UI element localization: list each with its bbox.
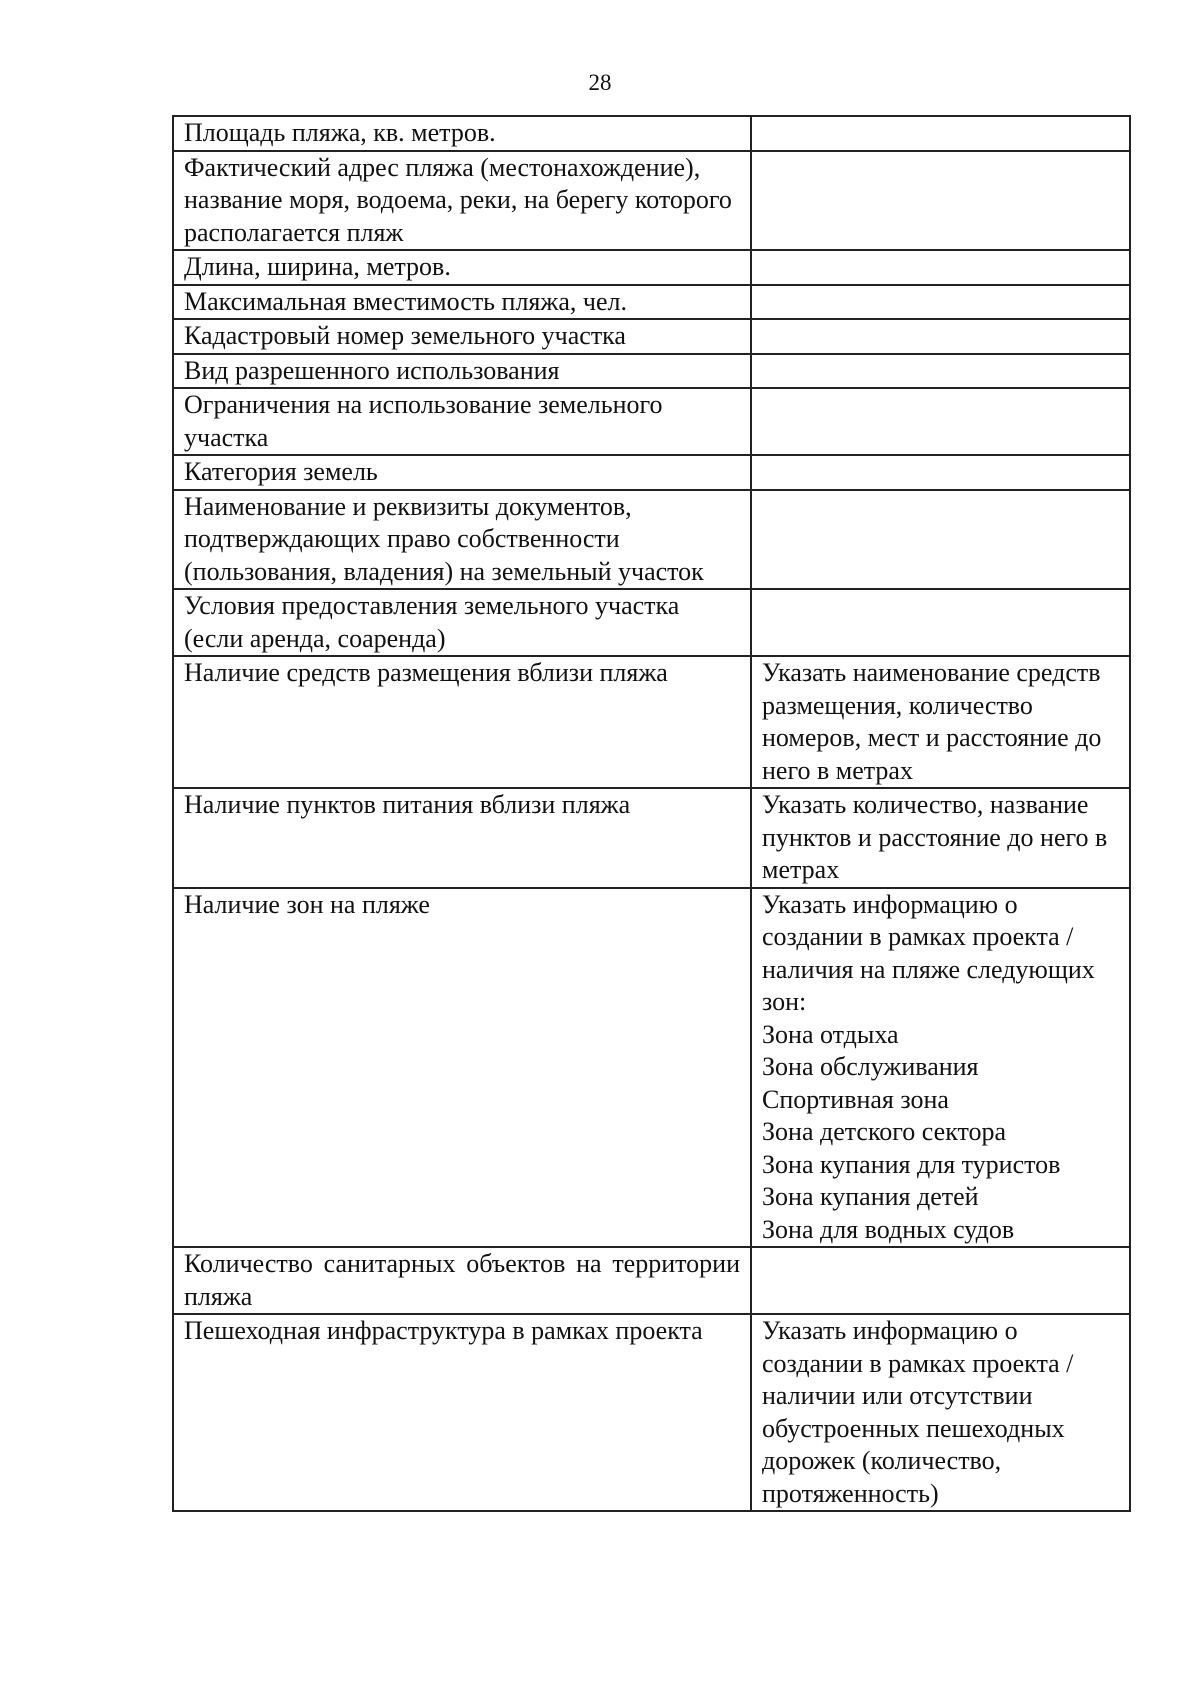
row-label: Категория земель xyxy=(173,455,751,490)
row-label: Наименование и реквизиты документов, подтверждающих право собственности (пользования, владения) на земельный участок xyxy=(173,490,751,590)
row-value xyxy=(751,151,1130,251)
row-label: Фактический адрес пляжа (местонахождение), название моря, водоема, реки, на берегу которого располагается пляж xyxy=(173,151,751,251)
row-value xyxy=(751,250,1130,285)
zone-item: Зона купания детей xyxy=(762,1182,979,1211)
row-label: Ограничения на использование земельного участка xyxy=(173,388,751,455)
beach-info-table xyxy=(172,115,1131,1512)
table-row xyxy=(173,151,1130,251)
table-row xyxy=(173,490,1130,590)
row-value-zones xyxy=(751,888,1130,1248)
row-value xyxy=(751,354,1130,389)
table-row xyxy=(173,116,1130,151)
row-label: Вид разрешенного использования xyxy=(173,354,751,389)
zone-item: Спортивная зона xyxy=(762,1084,949,1114)
row-label: Площадь пляжа, кв. метров. xyxy=(173,116,751,151)
table-row xyxy=(173,656,1130,788)
row-value xyxy=(751,285,1130,320)
row-value xyxy=(751,490,1130,590)
row-value xyxy=(751,1247,1130,1314)
table-row xyxy=(173,319,1130,354)
row-value xyxy=(751,319,1130,354)
table-row xyxy=(173,388,1130,455)
row-value xyxy=(751,455,1130,490)
table-row xyxy=(173,1314,1130,1511)
row-label: Длина, ширина, метров. xyxy=(173,250,751,285)
row-label: Наличие средств размещения вблизи пляжа xyxy=(173,656,751,788)
table-row xyxy=(173,788,1130,888)
row-value: Указать количество, название пунктов и расстояние до него в метрах xyxy=(751,788,1130,888)
table-row xyxy=(173,455,1130,490)
zone-item: Зона для водных судов xyxy=(762,1214,1015,1244)
table-row xyxy=(173,354,1130,389)
row-label: Количество санитарных объектов на территории пляжа xyxy=(173,1247,751,1314)
table-row xyxy=(173,285,1130,320)
row-label: Наличие зон на пляже xyxy=(173,888,751,1248)
row-value xyxy=(751,388,1130,455)
zone-item: Зона отдыха xyxy=(762,1019,899,1049)
zone-item: Зона купания для туристов xyxy=(762,1149,1061,1179)
row-value xyxy=(751,116,1130,151)
zone-item: Зона обслуживания xyxy=(762,1052,979,1081)
row-label: Максимальная вместимость пляжа, чел. xyxy=(173,285,751,320)
row-label: Наличие пунктов питания вблизи пляжа xyxy=(173,788,751,888)
table-row xyxy=(173,1247,1130,1314)
row-label: Кадастровый номер земельного участка xyxy=(173,319,751,354)
table-row xyxy=(173,888,1130,1248)
row-value: Указать наименование средств размещения, количество номеров, мест и расстояние до него в метрах xyxy=(751,656,1130,788)
row-value: Указать информацию о создании в рамках проекта /наличии или отсутствии обустроенных пешеходных дорожек (количество, протяженность) xyxy=(751,1314,1130,1511)
zones-intro: Указать информацию о создании в рамках проекта /наличия на пляже следующих зон: xyxy=(762,889,1095,1016)
table-row xyxy=(173,250,1130,285)
table-row xyxy=(173,589,1130,656)
row-label: Условия предоставления земельного участка (если аренда, соаренда) xyxy=(173,589,751,656)
page-number: 28 xyxy=(588,70,612,95)
row-label: Пешеходная инфраструктура в рамках проекта xyxy=(173,1314,751,1511)
row-value xyxy=(751,589,1130,656)
zone-item: Зона детского сектора xyxy=(762,1117,1007,1146)
